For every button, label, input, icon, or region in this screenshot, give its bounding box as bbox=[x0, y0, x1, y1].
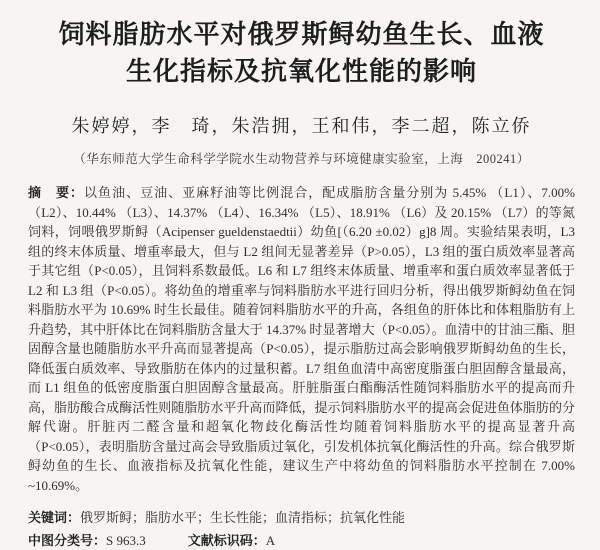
paper-title-line-2: 生化指标及抗氧化性能的影响 bbox=[125, 56, 477, 86]
keywords-line bbox=[28, 508, 575, 527]
authors-line: 朱婷婷，李 琦，朱浩拥，王和伟，李二超，陈立侨 bbox=[71, 116, 532, 136]
doc-code-label: 文献标识码： bbox=[187, 533, 266, 548]
affiliation-line: （华东师范大学生命科学学院水生动物营养与环境健康实验室，上海 200241） bbox=[73, 152, 530, 166]
keywords-text: 俄罗斯鲟；脂肪水平；生长性能；血清指标；抗氧化性能 bbox=[80, 510, 406, 525]
clc-value: S 963.3 bbox=[106, 533, 146, 548]
abstract-label: 摘 要： bbox=[28, 185, 85, 200]
abstract-paragraph bbox=[28, 183, 575, 495]
paper-title bbox=[28, 16, 575, 90]
paper-title-line-1: 饲料脂肪水平对俄罗斯鲟幼鱼生长、血液 bbox=[58, 19, 545, 49]
clc-label: 中图分类号： bbox=[28, 533, 107, 548]
abstract-text: 以鱼油、豆油、亚麻籽油等比例混合，配成脂肪含量分别为 5.45% （L1）、7.00% （L2）、10.44% （L3）、14.37% （L4）、16.34% （L5）、18.91% （L6）及 20.15% （L7）的等氮饲料，饲喂俄罗斯鲟（Acipenser gueldenstaedtii）幼鱼[（6.20 ±0.02）g]8 周。实验结果表明，L3 组的终末体质量、增重率最大，但与 L2 组间无显著差异（P>0.05），L3 组的蛋白质效率显著高于其它组（P<0.05），且饲料系数最低。L6 和 L7 组终末体质量、增重率和蛋白质效率显著低于 L2 和 L3 组（P<0.05）。将幼鱼的增重率与饲料脂肪水平进行回归分析，得出俄罗斯鲟幼鱼在饲料脂肪水平为 10.69% 时生长最佳。随着饲料脂肪水平的升高，各组鱼的肝体比和体粗脂肪有上升趋势，其中肝体比在饲料脂肪含量大于 14.37% 时显著增大（P<0.05）。血清中的甘油三酯、胆固醇含量也随脂肪水平升高而显著提高（P<0.05），提示脂肪过高会影响俄罗斯鲟幼鱼的生长，降低蛋白质效率、导致脂肪在体内的过量积蓄。L7 组鱼血清中高密度脂蛋白胆固醇含量最高，而 L1 组鱼的低密度脂蛋白胆固醇含量最高。肝脏脂蛋白酯酶活性随饲料脂肪水平的提高而升高，脂肪酸合成酶活性则随脂肪水平升高而降低，提示饲料脂肪水平的提高会促进鱼体脂肪的分解代谢。肝脏丙二醛含量和超氧化物歧化酶活性均随着饲料脂肪水平的提高显著升高（P<0.05），表明脂肪含量过高会导致脂质过氧化，引发机体抗氧化酶活性的升高。综合俄罗斯鲟幼鱼的生长、血液指标及抗氧化性能，建议生产中将幼鱼的饲料脂肪水平控制在 7.00% ~10.69%。 bbox=[28, 185, 575, 493]
classification-line bbox=[28, 531, 575, 550]
doc-code-value: A bbox=[265, 533, 276, 548]
keywords-label: 关键词： bbox=[28, 510, 81, 525]
